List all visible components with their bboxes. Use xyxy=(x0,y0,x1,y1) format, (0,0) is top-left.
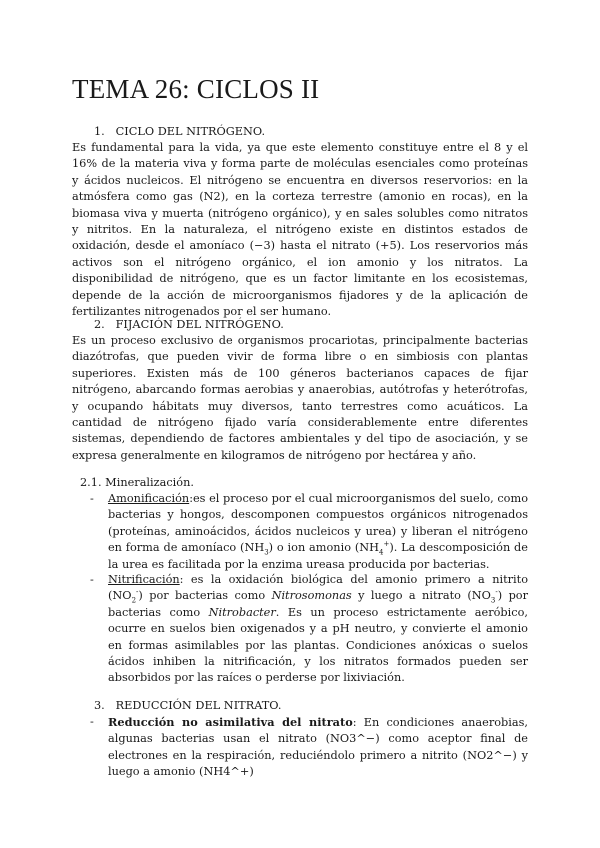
bullet-dash: - xyxy=(90,492,94,505)
subscript: 3 xyxy=(490,596,496,605)
section-paragraph-ciclo-nitrogeno: Es fundamental para la vida, ya que este elemento constituye entre el 8 y el 16% de la materia viva y forma parte de moléculas esenciales como proteínas y ácidos nucleicos. El nitrógeno se encuentra en diversos reservorios: en la atmósfera como gas (N2), en la corteza terrestre (amonio en rocas), en la biomasa viva y muerta (nitrógeno orgánico), y en sales solubles como nitratos y nitritos. En la naturaleza, el nitrógeno existe en distintos estados de oxidación, desde el amoníaco (−3) hasta el nitrato (+5). Los reservorios más activos son el nitrógeno orgánico, el ion amonio y los nitratos. La disponibilidad de nitrógeno, que es un factor limitante en los ecosistemas, depende de la acción de microorganismos fijadores y de la aplicación de fertilizantes nitrogenados por el ser humano. xyxy=(72,141,528,319)
bullet-text: :es el proceso por el cual microorganismos del suelo, como bacterias y hongos, descomponen compuestos orgánicos nitrogenados (proteínas, aminoácidos, ácidos nucleicos y urea) y liberan el nitrógeno en forma de amoníaco (NH xyxy=(108,492,528,555)
section-heading-fijacion-nitrogeno xyxy=(94,317,284,333)
organism-nitrosomonas: Nitrosomonas xyxy=(271,589,352,603)
bullet-text: ). La descomposición de la urea es facilitada por la enzima ureasa producida por bacterias. xyxy=(108,541,528,571)
section-heading-ciclo-nitrogeno xyxy=(94,124,265,140)
section-number: 3. xyxy=(94,699,105,712)
bullet-nitrificacion xyxy=(90,572,528,687)
section-heading-reduccion-nitrato xyxy=(94,698,281,714)
bullet-text: . Es un proceso estrictamente aeróbico, ocurre en suelos bien oxigenados y a pH neutro, y convierte el amonio en formas asimilables por las plantas. Condiciones anóxicas o suelos ácidos inhiben la nitrificación, y los nitratos formados pueden ser absorbidos por las raíces o perderse por lixiviación. xyxy=(108,605,528,685)
bullet-text: ) por bacterias como xyxy=(138,589,272,603)
superscript: + xyxy=(383,540,390,549)
page-title: TEMA 26: CICLOS II xyxy=(72,74,320,104)
bullet-body xyxy=(108,491,528,573)
superscript: - xyxy=(136,588,139,597)
term-nitrificacion: Nitrificación xyxy=(108,573,180,586)
bullet-reduccion-no-asimilativa xyxy=(90,714,528,781)
subscript: 3 xyxy=(264,548,269,557)
organism-nitrobacter: Nitrobacter xyxy=(208,605,276,619)
term-reduccion-no-asimilativa: Reducción no asimilativa del nitrato xyxy=(108,715,353,729)
section-heading-label: FIJACIÓN DEL NITRÓGENO. xyxy=(115,318,284,331)
term-amonificacion: Amonificación xyxy=(108,492,190,505)
bullet-text: : es la oxidación biológica del amonio primero a nitrito (NO xyxy=(108,573,528,603)
section-heading-label: CICLO DEL NITRÓGENO. xyxy=(115,125,266,138)
subscript: 2 xyxy=(131,596,137,605)
superscript: - xyxy=(495,588,498,597)
bullet-text: ) o ion amonio (NH xyxy=(268,541,379,555)
bullet-dash: - xyxy=(90,573,94,586)
section-heading-label: REDUCCIÓN DEL NITRATO. xyxy=(115,699,282,712)
subscript: 4 xyxy=(378,548,384,557)
bullet-body xyxy=(108,572,528,687)
section-number: 1. xyxy=(94,125,105,138)
bullet-amonificacion xyxy=(90,491,528,573)
bullet-text: ) por bacterias como xyxy=(108,589,529,619)
bullet-text: : En condiciones anaerobias, algunas bacterias usan el nitrato (NO3^−) como aceptor final de electrones en la respiración, reduciéndolo primero a nitrito (NO2^−) y luego a amonio (NH4^+) xyxy=(108,716,528,779)
section-paragraph-fijacion-nitrogeno: Es un proceso exclusivo de organismos procariotas, principalmente bacterias diazótrofas, que pueden vivir de forma libre o en simbiosis con plantas superiores. Existen más de 100 géneros bacterianos capaces de fijar nitrógeno, abarcando formas aerobias y anaerobias, autótrofas y heterótrofas, y ocupando hábitats muy diversos, tanto terrestres como acuáticos. La cantidad de nitrógeno fijado varía considerablemente entre diferentes sistemas, dependiendo de factores ambientales y del tipo de asociación, y se expresa generalmente en kilogramos de nitrógeno por hectárea y año. xyxy=(72,334,528,462)
bullet-dash: - xyxy=(90,715,94,728)
bullet-text: y luego a nitrato (NO xyxy=(351,589,491,603)
subsection-heading-mineralizacion: 2.1. Mineralización. xyxy=(80,476,194,489)
section-number: 2. xyxy=(94,318,105,331)
bullet-body xyxy=(108,714,528,781)
